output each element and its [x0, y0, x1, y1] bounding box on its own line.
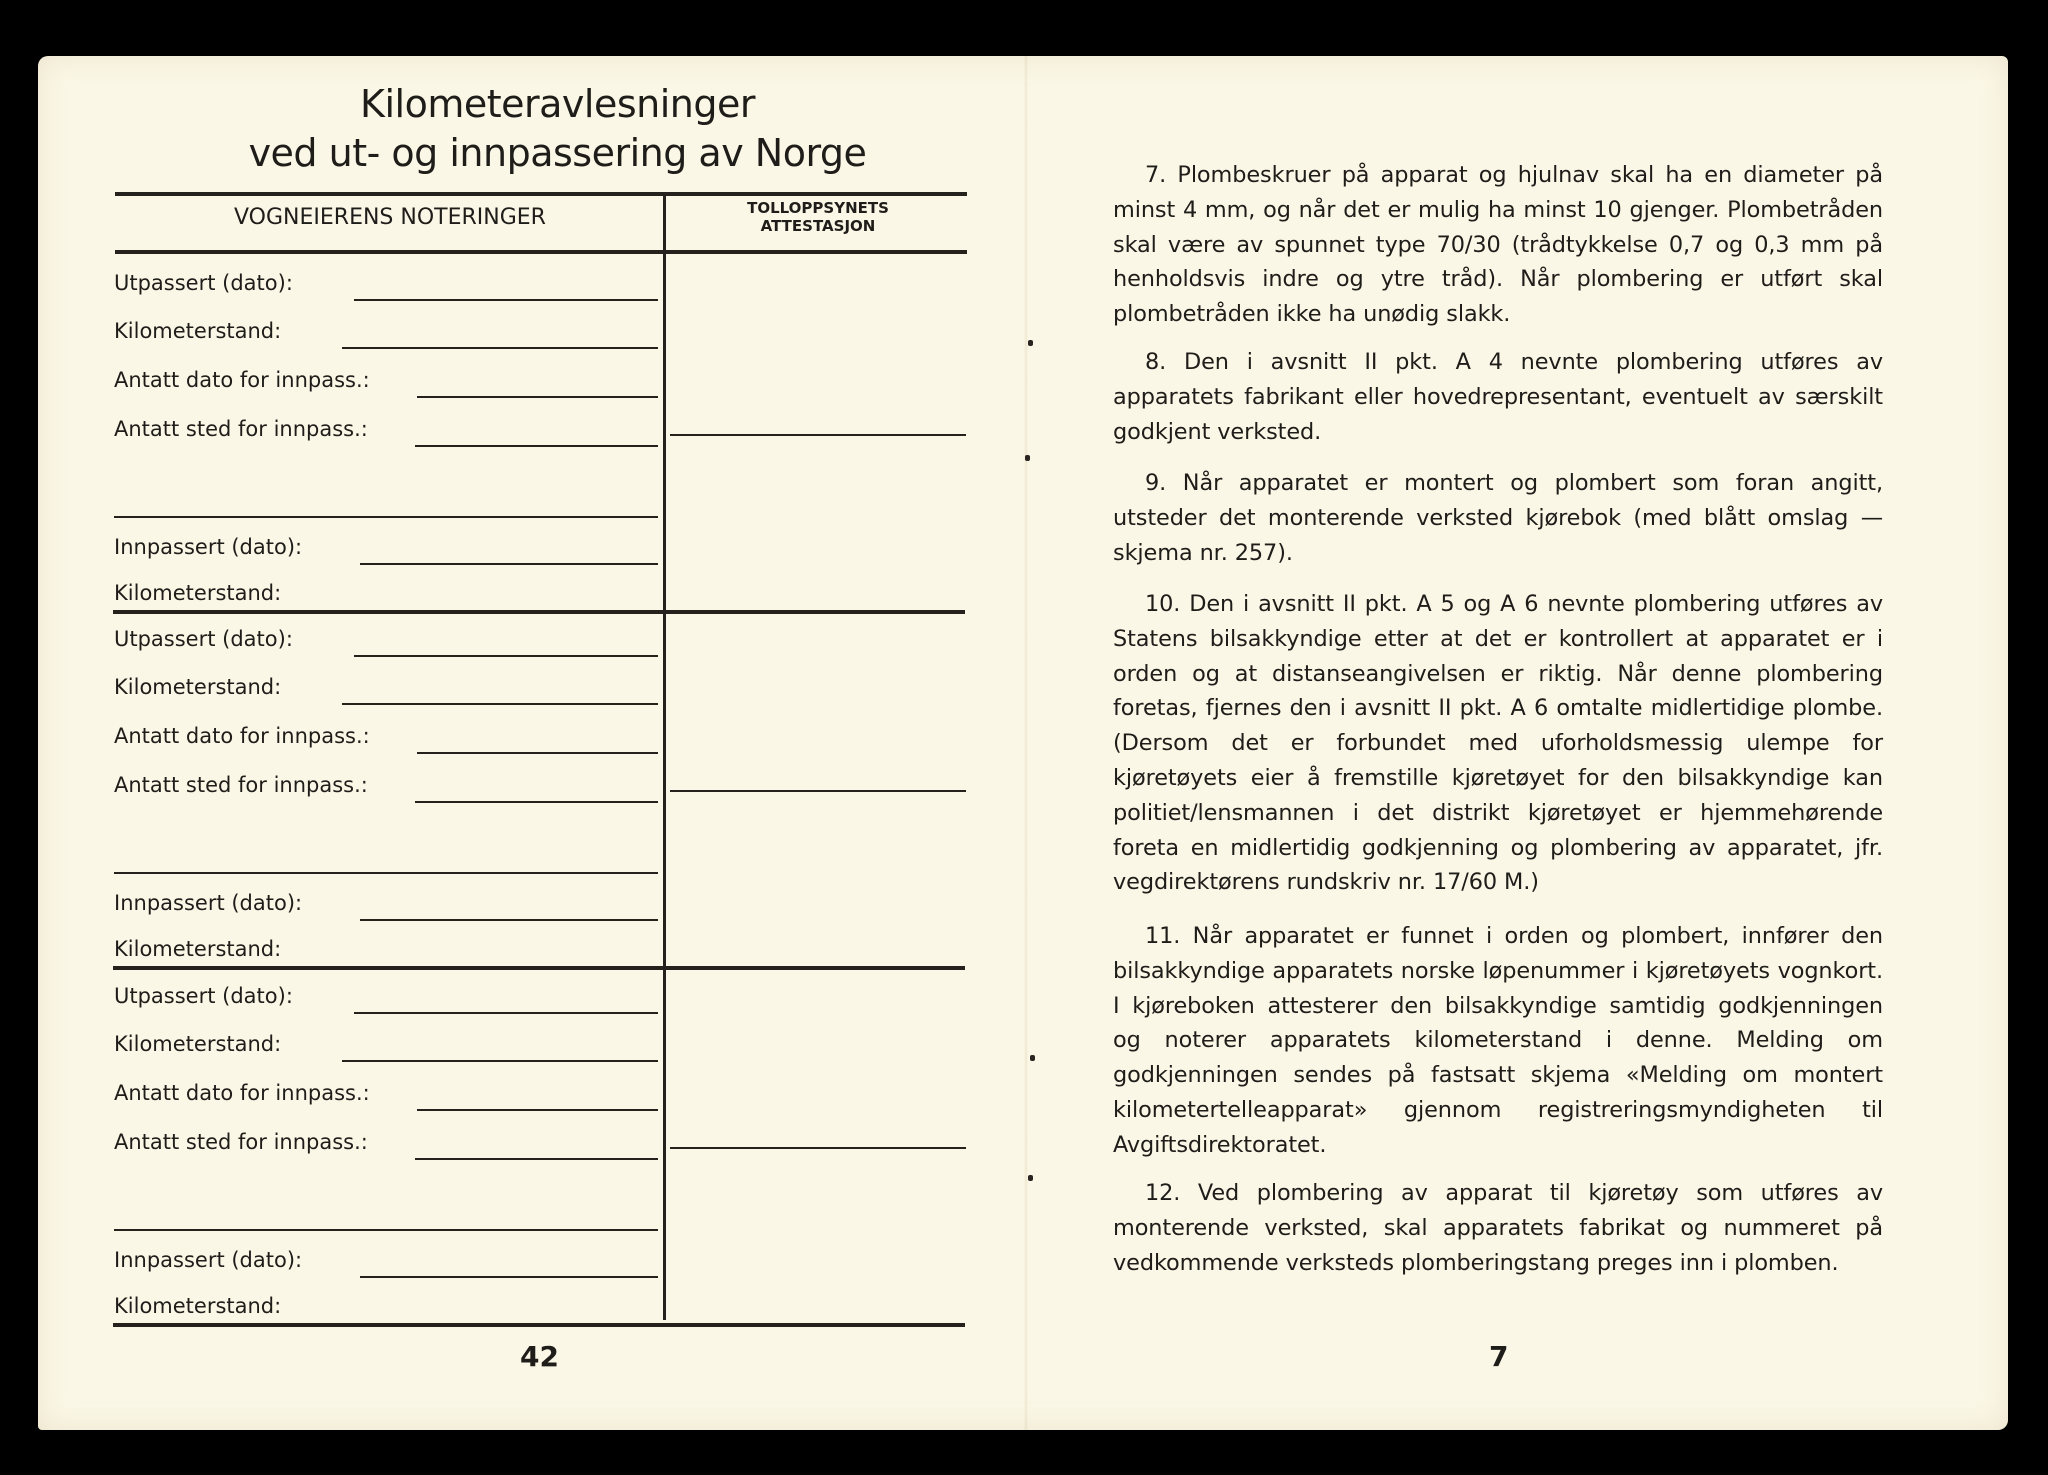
customs-signature-field[interactable]: [670, 1147, 966, 1149]
odometer-out-label: Kilometerstand:: [114, 675, 282, 699]
column-header-customs-line1: TOLLOPPSYNETS: [747, 199, 889, 217]
expected-entry-place-field[interactable]: [415, 1158, 658, 1160]
column-header-customs: [668, 199, 968, 235]
customs-signature-field[interactable]: [670, 790, 966, 792]
block-separator: [113, 1323, 965, 1327]
gutter-mark: [1028, 1175, 1033, 1181]
odometer-out-field[interactable]: [342, 1060, 658, 1062]
expected-entry-date-field[interactable]: [417, 1109, 658, 1111]
header-bottom-rule: [115, 250, 967, 254]
odometer-out-label: Kilometerstand:: [114, 1032, 282, 1056]
block-separator: [113, 610, 965, 614]
column-header-owner: VOGNEIERENS NOTERINGER: [234, 205, 546, 230]
innpassert-date-label: Innpassert (dato):: [114, 535, 303, 559]
innpassert-date-field[interactable]: [360, 1276, 658, 1278]
utpassert-date-field[interactable]: [354, 299, 658, 301]
odometer-out-field[interactable]: [342, 703, 658, 705]
regulation-paragraph: 10. Den i avsnitt II pkt. A 5 og A 6 nevnte plombering utføres av Statens bilsakkyndige etter at det er kontrollert at apparatet er i orden og at distanseangivelsen er riktig. Når denne plombering foretas, fjernes den i avsnitt II pkt. A 6 omtalte midlertidige plombe. (Dersom det er forbundet med uforholdsmessig ulempe for kjøretøyets eier å fremstille kjøretøyet for den bilsakkyndige kan politiet/lensmannen i det distrikt kjøretøyet er hjemmehørende foreta en midlertidig godkjenning og plombering av apparatet, jfr. vegdirektørens rundskriv nr. 17/60 M.): [1113, 591, 1883, 896]
odometer-in-label: Kilometerstand:: [114, 581, 282, 605]
odometer-out-label: Kilometerstand:: [114, 319, 282, 343]
column-divider: [663, 194, 666, 1320]
extra-line-field[interactable]: [114, 1229, 658, 1231]
expected-entry-place-label: Antatt sted for innpass.:: [114, 773, 368, 797]
innpassert-date-label: Innpassert (dato):: [114, 1248, 303, 1272]
page-number-right: 7: [1489, 1340, 1509, 1373]
page-number-left: 42: [520, 1340, 559, 1373]
regulation-paragraph: 12. Ved plombering av apparat til kjøretøy som utføres av monterende verksted, skal apparatets fabrikat og nummeret på vedkommende verksteds plomberingstang preges inn i plomben.: [1113, 1180, 1883, 1276]
gutter-mark: [1030, 1055, 1035, 1061]
page-title-line1: Kilometeravlesninger: [360, 82, 755, 126]
regulation-paragraph: 11. Når apparatet er funnet i orden og plombert, innfører den bilsakkyndige apparatets norske løpenummer i kjøretøyets vognkort. I kjøreboken attesterer den bilsakkyndige samtidig godkjenningen og noterer apparatets kilometerstand i denne. Melding om godkjenningen sendes på fastsatt skjema «Melding om montert kilometertelleapparat» gjennom registreringsmyndigheten til Avgiftsdirektoratet.: [1113, 923, 1883, 1158]
column-header-customs-line2: ATTESTASJON: [760, 217, 876, 235]
utpassert-date-field[interactable]: [354, 1012, 658, 1014]
innpassert-date-field[interactable]: [360, 563, 658, 565]
expected-entry-place-field[interactable]: [415, 801, 658, 803]
gutter-mark: [1025, 455, 1030, 461]
innpassert-date-field[interactable]: [360, 919, 658, 921]
block-separator: [113, 966, 965, 970]
utpassert-date-label: Utpassert (dato):: [114, 627, 293, 651]
regulation-paragraph: 8. Den i avsnitt II pkt. A 4 nevnte plombering utføres av apparatets fabrikant eller hovedrepresentant, eventuelt av særskilt godkjent verksted.: [1113, 349, 1883, 445]
header-top-rule: [115, 192, 967, 196]
expected-entry-date-label: Antatt dato for innpass.:: [114, 368, 370, 392]
gutter-mark: [1028, 340, 1033, 346]
customs-signature-field[interactable]: [670, 434, 966, 436]
odometer-out-field[interactable]: [342, 347, 658, 349]
extra-line-field[interactable]: [114, 516, 658, 518]
expected-entry-date-field[interactable]: [417, 752, 658, 754]
expected-entry-date-label: Antatt dato for innpass.:: [114, 724, 370, 748]
utpassert-date-label: Utpassert (dato):: [114, 271, 293, 295]
odometer-in-label: Kilometerstand:: [114, 937, 282, 961]
extra-line-field[interactable]: [114, 872, 658, 874]
page-title-line2: ved ut- og innpassering av Norge: [248, 131, 867, 175]
regulation-paragraph: 7. Plombeskruer på apparat og hjulnav skal ha en diameter på minst 4 mm, og når det er mulig ha minst 10 gjenger. Plombetråden skal være av spunnet type 70/30 (trådtykkelse 0,7 og 0,3 mm på henholdsvis indre og ytre tråd). Når plombering er utført skal plombetråden ikke ha unødig slakk.: [1113, 162, 1883, 328]
expected-entry-date-field[interactable]: [417, 396, 658, 398]
odometer-in-label: Kilometerstand:: [114, 1294, 282, 1318]
regulation-paragraph: 9. Når apparatet er montert og plombert som foran angitt, utsteder det monterende verksted kjørebok (med blått omslag — skjema nr. 257).: [1113, 470, 1883, 566]
utpassert-date-label: Utpassert (dato):: [114, 984, 293, 1008]
utpassert-date-field[interactable]: [354, 655, 658, 657]
expected-entry-place-label: Antatt sted for innpass.:: [114, 1130, 368, 1154]
booklet-gutter: [1024, 56, 1028, 1430]
expected-entry-place-label: Antatt sted for innpass.:: [114, 417, 368, 441]
expected-entry-place-field[interactable]: [415, 445, 658, 447]
innpassert-date-label: Innpassert (dato):: [114, 891, 303, 915]
expected-entry-date-label: Antatt dato for innpass.:: [114, 1081, 370, 1105]
